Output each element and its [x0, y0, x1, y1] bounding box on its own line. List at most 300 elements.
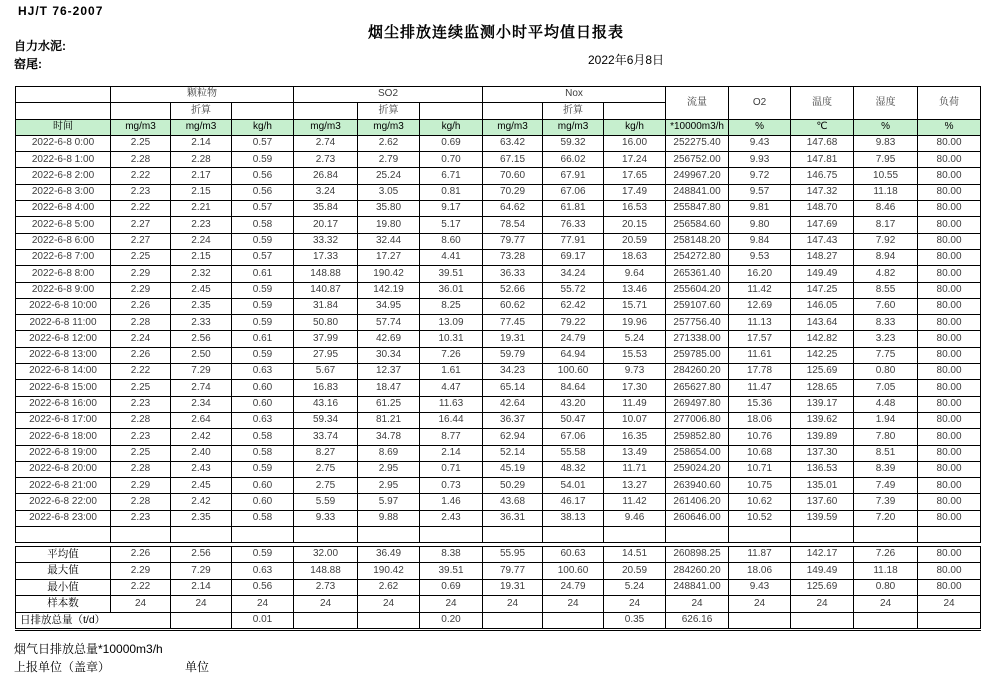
company-label: 自力水泥: — [14, 39, 66, 53]
value-cell: 19.31 — [483, 331, 543, 347]
value-cell: 2.23 — [111, 184, 171, 200]
value-cell: 0.59 — [232, 315, 294, 331]
value-cell: 76.33 — [543, 217, 604, 233]
blank-cell — [232, 527, 294, 543]
blank-cell — [729, 527, 791, 543]
value-cell: 24.79 — [543, 331, 604, 347]
value-cell: 7.26 — [854, 547, 918, 563]
value-cell: 80.00 — [918, 510, 981, 526]
value-cell: 2.22 — [111, 364, 171, 380]
value-cell: 1.94 — [854, 412, 918, 428]
value-cell: 66.02 — [543, 152, 604, 168]
value-cell: 17.24 — [604, 152, 666, 168]
header-cell — [420, 103, 483, 119]
value-cell: 147.32 — [791, 184, 854, 200]
time-cell: 2022-6-8 17:00 — [16, 412, 111, 428]
unit-header: % — [918, 119, 981, 135]
value-cell: 2.22 — [111, 201, 171, 217]
corner-cell — [16, 87, 111, 103]
unit-header: mg/m3 — [294, 119, 358, 135]
value-cell: 7.95 — [854, 152, 918, 168]
value-cell: 2.32 — [171, 266, 232, 282]
table-row — [16, 396, 981, 412]
value-cell: 9.43 — [729, 135, 791, 151]
value-cell: 24 — [604, 596, 666, 612]
blank-cell — [483, 527, 543, 543]
value-cell: 128.65 — [791, 380, 854, 396]
value-cell: 36.49 — [358, 547, 420, 563]
value-cell: 0.63 — [232, 364, 294, 380]
value-cell: 3.23 — [854, 331, 918, 347]
value-cell: 37.99 — [294, 331, 358, 347]
value-cell: 81.21 — [358, 412, 420, 428]
value-cell: 0.60 — [232, 478, 294, 494]
value-cell: 64.62 — [483, 201, 543, 217]
daily-total-nox: 0.35 — [604, 612, 666, 629]
value-cell: 12.37 — [358, 364, 420, 380]
value-cell: 0.58 — [232, 445, 294, 461]
value-cell: 38.13 — [543, 510, 604, 526]
value-cell: 2.28 — [111, 494, 171, 510]
value-cell: 2.22 — [111, 579, 171, 595]
value-cell: 2.29 — [111, 266, 171, 282]
value-cell: 2.74 — [171, 380, 232, 396]
value-cell: 36.01 — [420, 282, 483, 298]
value-cell: 17.33 — [294, 249, 358, 265]
value-cell: 45.19 — [483, 461, 543, 477]
value-cell: 34.95 — [358, 298, 420, 314]
value-cell: 100.60 — [543, 563, 604, 579]
value-cell: 24 — [666, 596, 729, 612]
value-cell: 0.61 — [232, 266, 294, 282]
value-cell: 1.46 — [420, 494, 483, 510]
value-cell: 2.15 — [171, 249, 232, 265]
value-cell — [171, 612, 232, 629]
value-cell: 65.14 — [483, 380, 543, 396]
nox-group-header: Nox — [483, 87, 666, 103]
value-cell: 140.87 — [294, 282, 358, 298]
value-cell: 9.73 — [604, 364, 666, 380]
time-cell: 2022-6-8 4:00 — [16, 201, 111, 217]
time-cell: 2022-6-8 12:00 — [16, 331, 111, 347]
value-cell: 2.23 — [111, 429, 171, 445]
value-cell: 0.80 — [854, 579, 918, 595]
value-cell: 16.20 — [729, 266, 791, 282]
summary-rows — [16, 547, 981, 613]
time-cell: 2022-6-8 23:00 — [16, 510, 111, 526]
value-cell: 59.34 — [294, 412, 358, 428]
value-cell: 0.59 — [232, 298, 294, 314]
value-cell: 15.53 — [604, 347, 666, 363]
humidity-header: 湿度 — [854, 87, 918, 120]
value-cell: 80.00 — [918, 266, 981, 282]
value-cell: 100.60 — [543, 364, 604, 380]
value-cell: 284260.20 — [666, 364, 729, 380]
value-cell: 10.55 — [854, 168, 918, 184]
daily-total-label: 日排放总量（t/d） — [16, 612, 171, 629]
table-row — [16, 429, 981, 445]
value-cell: 73.28 — [483, 249, 543, 265]
value-cell: 79.77 — [483, 563, 543, 579]
table-row — [16, 233, 981, 249]
value-cell: 9.57 — [729, 184, 791, 200]
value-cell: 80.00 — [918, 380, 981, 396]
value-cell: 80.00 — [918, 298, 981, 314]
daily-total-pm: 0.01 — [232, 612, 294, 629]
value-cell: 4.47 — [420, 380, 483, 396]
value-cell: 0.69 — [420, 579, 483, 595]
time-cell: 2022-6-8 7:00 — [16, 249, 111, 265]
value-cell: 2.25 — [111, 135, 171, 151]
time-cell: 2022-6-8 10:00 — [16, 298, 111, 314]
value-cell: 33.32 — [294, 233, 358, 249]
value-cell: 10.52 — [729, 510, 791, 526]
summary-row — [16, 563, 981, 579]
value-cell: 17.49 — [604, 184, 666, 200]
value-cell: 2.42 — [171, 429, 232, 445]
value-cell: 11.63 — [420, 396, 483, 412]
value-cell: 263940.60 — [666, 478, 729, 494]
value-cell: 2.43 — [420, 510, 483, 526]
value-cell: 2.45 — [171, 282, 232, 298]
table-row — [16, 315, 981, 331]
value-cell: 0.63 — [232, 563, 294, 579]
value-cell: 19.80 — [358, 217, 420, 233]
value-cell: 15.71 — [604, 298, 666, 314]
so2-group-header: SO2 — [294, 87, 483, 103]
time-cell: 2022-6-8 14:00 — [16, 364, 111, 380]
value-cell: 69.17 — [543, 249, 604, 265]
value-cell: 61.25 — [358, 396, 420, 412]
time-cell: 2022-6-8 13:00 — [16, 347, 111, 363]
value-cell: 2.28 — [111, 461, 171, 477]
value-cell: 30.34 — [358, 347, 420, 363]
blank-cell — [420, 527, 483, 543]
unit-header: mg/m3 — [543, 119, 604, 135]
value-cell: 0.69 — [420, 135, 483, 151]
value-cell: 136.53 — [791, 461, 854, 477]
value-cell: 0.59 — [232, 233, 294, 249]
value-cell: 9.84 — [729, 233, 791, 249]
blank-cell — [918, 527, 981, 543]
value-cell: 43.20 — [543, 396, 604, 412]
value-cell: 256752.00 — [666, 152, 729, 168]
value-cell — [294, 612, 358, 629]
value-cell: 36.31 — [483, 510, 543, 526]
value-cell: 11.61 — [729, 347, 791, 363]
value-cell: 2.35 — [171, 510, 232, 526]
value-cell: 2.24 — [111, 331, 171, 347]
unit-header: mg/m3 — [358, 119, 420, 135]
blank-cell — [358, 527, 420, 543]
value-cell: 52.66 — [483, 282, 543, 298]
so2-converted-header: 折算 — [358, 103, 420, 119]
value-cell: 39.51 — [420, 266, 483, 282]
value-cell: 8.77 — [420, 429, 483, 445]
value-cell: 24 — [791, 596, 854, 612]
table-row — [16, 184, 981, 200]
value-cell: 16.00 — [604, 135, 666, 151]
summary-row — [16, 596, 981, 612]
value-cell: 2.25 — [111, 249, 171, 265]
value-cell: 35.84 — [294, 201, 358, 217]
value-cell: 35.80 — [358, 201, 420, 217]
value-cell: 20.59 — [604, 233, 666, 249]
value-cell: 284260.20 — [666, 563, 729, 579]
value-cell — [854, 612, 918, 629]
value-cell: 2.25 — [111, 380, 171, 396]
header-cell — [604, 103, 666, 119]
value-cell: 248841.00 — [666, 184, 729, 200]
value-cell: 80.00 — [918, 331, 981, 347]
value-cell: 2.34 — [171, 396, 232, 412]
unit-header: % — [729, 119, 791, 135]
page-title: 烟尘排放连续监测小时平均值日报表 — [367, 24, 624, 41]
value-cell: 80.00 — [918, 135, 981, 151]
table-row — [16, 347, 981, 363]
value-cell: 146.05 — [791, 298, 854, 314]
value-cell: 2.23 — [111, 510, 171, 526]
value-cell: 190.42 — [358, 266, 420, 282]
value-cell: 17.27 — [358, 249, 420, 265]
value-cell: 2.28 — [111, 315, 171, 331]
value-cell: 9.88 — [358, 510, 420, 526]
table-row — [16, 494, 981, 510]
value-cell: 0.80 — [854, 364, 918, 380]
value-cell: 20.17 — [294, 217, 358, 233]
value-cell: 24 — [171, 596, 232, 612]
value-cell: 7.29 — [171, 364, 232, 380]
value-cell: 5.59 — [294, 494, 358, 510]
value-cell: 12.69 — [729, 298, 791, 314]
daily-total-so2: 0.20 — [420, 612, 483, 629]
value-cell: 10.31 — [420, 331, 483, 347]
value-cell: 24.79 — [543, 579, 604, 595]
unit-label: 单位 — [185, 660, 210, 674]
value-cell: 2.95 — [358, 478, 420, 494]
time-cell: 2022-6-8 20:00 — [16, 461, 111, 477]
value-cell: 48.32 — [543, 461, 604, 477]
value-cell: 137.60 — [791, 494, 854, 510]
value-cell: 256584.60 — [666, 217, 729, 233]
value-cell: 16.83 — [294, 380, 358, 396]
value-cell: 5.97 — [358, 494, 420, 510]
value-cell: 148.88 — [294, 563, 358, 579]
blank-cell — [604, 527, 666, 543]
value-cell: 9.80 — [729, 217, 791, 233]
unit-header: mg/m3 — [111, 119, 171, 135]
unit-header: *10000m3/h — [666, 119, 729, 135]
value-cell: 9.46 — [604, 510, 666, 526]
value-cell: 63.42 — [483, 135, 543, 151]
unit-header: kg/h — [420, 119, 483, 135]
value-cell: 11.42 — [729, 282, 791, 298]
value-cell: 0.57 — [232, 135, 294, 151]
value-cell: 17.30 — [604, 380, 666, 396]
value-cell: 7.80 — [854, 429, 918, 445]
unit-header: mg/m3 — [171, 119, 232, 135]
value-cell: 5.24 — [604, 331, 666, 347]
value-cell: 17.78 — [729, 364, 791, 380]
time-cell: 2022-6-8 18:00 — [16, 429, 111, 445]
value-cell: 8.27 — [294, 445, 358, 461]
value-cell — [358, 612, 420, 629]
value-cell: 2.45 — [171, 478, 232, 494]
value-cell: 0.59 — [232, 282, 294, 298]
value-cell: 9.17 — [420, 201, 483, 217]
value-cell: 10.75 — [729, 478, 791, 494]
value-cell: 2.75 — [294, 461, 358, 477]
value-cell: 18.06 — [729, 563, 791, 579]
temperature-header: 温度 — [791, 87, 854, 120]
value-cell: 31.84 — [294, 298, 358, 314]
table-row — [16, 298, 981, 314]
value-cell: 9.81 — [729, 201, 791, 217]
report-date: 2022年6月8日 — [588, 53, 665, 67]
time-cell: 2022-6-8 22:00 — [16, 494, 111, 510]
summary-label: 最小值 — [16, 579, 111, 595]
time-cell: 2022-6-8 1:00 — [16, 152, 111, 168]
value-cell: 0.73 — [420, 478, 483, 494]
value-cell: 0.60 — [232, 494, 294, 510]
table-row — [16, 331, 981, 347]
value-cell: 17.65 — [604, 168, 666, 184]
value-cell: 80.00 — [918, 478, 981, 494]
value-cell: 139.59 — [791, 510, 854, 526]
value-cell: 135.01 — [791, 478, 854, 494]
value-cell: 2.24 — [171, 233, 232, 249]
value-cell: 2.25 — [111, 445, 171, 461]
value-cell: 9.64 — [604, 266, 666, 282]
time-cell: 2022-6-8 3:00 — [16, 184, 111, 200]
value-cell: 84.64 — [543, 380, 604, 396]
value-cell: 80.00 — [918, 184, 981, 200]
value-cell: 0.70 — [420, 152, 483, 168]
value-cell: 149.49 — [791, 266, 854, 282]
table-row — [16, 282, 981, 298]
summary-row — [16, 547, 981, 563]
value-cell: 2.28 — [111, 152, 171, 168]
value-cell: 8.51 — [854, 445, 918, 461]
unit-header: kg/h — [232, 119, 294, 135]
value-cell: 67.91 — [543, 168, 604, 184]
blank-cell — [666, 527, 729, 543]
table-row — [16, 249, 981, 265]
value-cell: 254272.80 — [666, 249, 729, 265]
value-cell: 8.25 — [420, 298, 483, 314]
value-cell: 0.59 — [232, 152, 294, 168]
value-cell: 2.95 — [358, 461, 420, 477]
value-cell: 11.47 — [729, 380, 791, 396]
value-cell: 255847.80 — [666, 201, 729, 217]
value-cell: 80.00 — [918, 249, 981, 265]
value-cell: 2.15 — [171, 184, 232, 200]
header-cell — [483, 103, 543, 119]
blank-cell — [791, 527, 854, 543]
table-row — [16, 510, 981, 526]
value-cell: 19.96 — [604, 315, 666, 331]
value-cell: 257756.40 — [666, 315, 729, 331]
value-cell: 80.00 — [918, 547, 981, 563]
value-cell — [791, 612, 854, 629]
value-cell: 137.30 — [791, 445, 854, 461]
summary-table — [15, 546, 981, 631]
blank-cell — [854, 527, 918, 543]
value-cell: 61.81 — [543, 201, 604, 217]
value-cell: 79.22 — [543, 315, 604, 331]
value-cell: 11.42 — [604, 494, 666, 510]
value-cell: 0.58 — [232, 429, 294, 445]
value-cell: 259785.00 — [666, 347, 729, 363]
value-cell: 57.74 — [358, 315, 420, 331]
value-cell: 9.93 — [729, 152, 791, 168]
value-cell: 24 — [483, 596, 543, 612]
value-cell: 8.60 — [420, 233, 483, 249]
value-cell: 80.00 — [918, 445, 981, 461]
value-cell: 13.09 — [420, 315, 483, 331]
value-cell: 190.42 — [358, 563, 420, 579]
units-row — [16, 119, 981, 135]
value-cell: 7.29 — [171, 563, 232, 579]
value-cell: 8.46 — [854, 201, 918, 217]
value-cell: 33.74 — [294, 429, 358, 445]
value-cell: 147.43 — [791, 233, 854, 249]
value-cell: 43.16 — [294, 396, 358, 412]
value-cell: 55.95 — [483, 547, 543, 563]
value-cell: 2.21 — [171, 201, 232, 217]
value-cell: 1.61 — [420, 364, 483, 380]
value-cell: 0.56 — [232, 184, 294, 200]
value-cell: 77.45 — [483, 315, 543, 331]
value-cell: 2.74 — [294, 135, 358, 151]
value-cell — [543, 612, 604, 629]
value-cell: 7.05 — [854, 380, 918, 396]
daily-total-row — [16, 612, 981, 629]
time-cell: 2022-6-8 16:00 — [16, 396, 111, 412]
value-cell: 143.64 — [791, 315, 854, 331]
time-header: 时间 — [16, 119, 111, 135]
value-cell: 43.68 — [483, 494, 543, 510]
value-cell: 11.71 — [604, 461, 666, 477]
value-cell: 259852.80 — [666, 429, 729, 445]
summary-label: 样本数 — [16, 596, 111, 612]
value-cell: 0.71 — [420, 461, 483, 477]
value-cell: 142.19 — [358, 282, 420, 298]
value-cell: 78.54 — [483, 217, 543, 233]
value-cell: 8.39 — [854, 461, 918, 477]
value-cell: 148.27 — [791, 249, 854, 265]
value-cell: 13.49 — [604, 445, 666, 461]
nox-converted-header: 折算 — [543, 103, 604, 119]
value-cell: 0.56 — [232, 168, 294, 184]
blank-cell — [171, 527, 232, 543]
value-cell: 8.94 — [854, 249, 918, 265]
main-data-table — [15, 86, 981, 543]
value-cell: 258148.20 — [666, 233, 729, 249]
value-cell: 277006.80 — [666, 412, 729, 428]
value-cell: 80.00 — [918, 347, 981, 363]
value-cell: 0.56 — [232, 579, 294, 595]
value-cell: 80.00 — [918, 233, 981, 249]
value-cell: 62.42 — [543, 298, 604, 314]
table-row — [16, 168, 981, 184]
value-cell: 265627.80 — [666, 380, 729, 396]
value-cell: 24 — [232, 596, 294, 612]
value-cell: 2.75 — [294, 478, 358, 494]
value-cell: 139.17 — [791, 396, 854, 412]
value-cell: 20.15 — [604, 217, 666, 233]
value-cell: 10.62 — [729, 494, 791, 510]
